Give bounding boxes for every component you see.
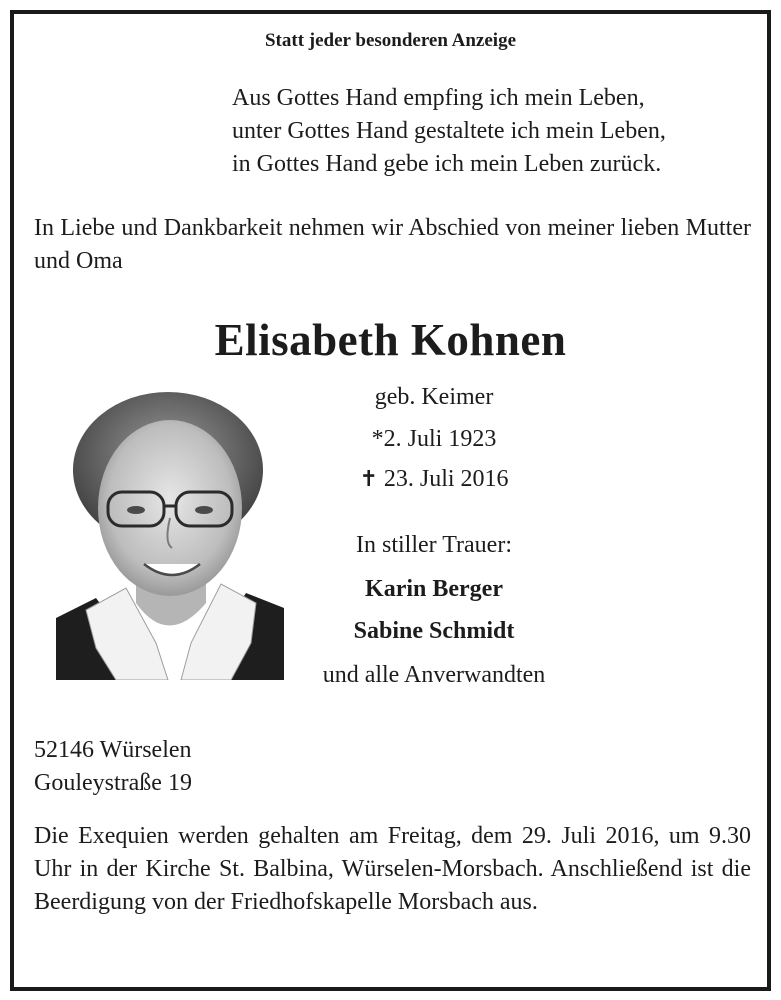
mourning-label: In stiller Trauer: bbox=[356, 532, 512, 558]
intro-text: In Liebe und Dankbarkeit nehmen wir Abschied von meiner lieben Mutter und Oma bbox=[34, 215, 751, 274]
poem bbox=[232, 82, 666, 181]
service-info: Die Exequien werden gehalten am Freitag, dem 29. Juli 2016, um 9.30 Uhr in der Kirche St. Balbina, Würselen-Morsbach. Anschließend ist die Beerdigung von der Friedhofskapelle Morsbach aus. bbox=[34, 823, 751, 915]
relatives-footer: und alle Anverwandten bbox=[322, 662, 546, 688]
death-date: 23. Juli 2016 bbox=[383, 466, 509, 492]
relative-name: Sabine Schmidt bbox=[353, 618, 515, 644]
notice-header: Statt jeder besonderen Anzeige bbox=[264, 30, 517, 51]
poem-line: in Gottes Hand gebe ich mein Leben zurück. bbox=[232, 151, 662, 177]
relative-name: Karin Berger bbox=[365, 576, 503, 602]
cross-icon: ✝ bbox=[359, 466, 378, 491]
poem-line: unter Gottes Hand gestaltete ich mein Leben, bbox=[232, 118, 666, 144]
address-line: Gouleystraße 19 bbox=[34, 770, 192, 796]
address-line: 52146 Würselen bbox=[34, 737, 192, 763]
death-date-line bbox=[359, 466, 508, 493]
obituary-notice bbox=[10, 10, 771, 991]
address bbox=[34, 734, 192, 800]
portrait-photo bbox=[56, 388, 284, 680]
birth-name: geb. Keimer bbox=[374, 384, 494, 410]
poem-line: Aus Gottes Hand empfing ich mein Leben, bbox=[232, 85, 645, 111]
deceased-name: Elisabeth Kohnen bbox=[214, 315, 567, 365]
birth-date: *2. Juli 1923 bbox=[371, 426, 497, 452]
